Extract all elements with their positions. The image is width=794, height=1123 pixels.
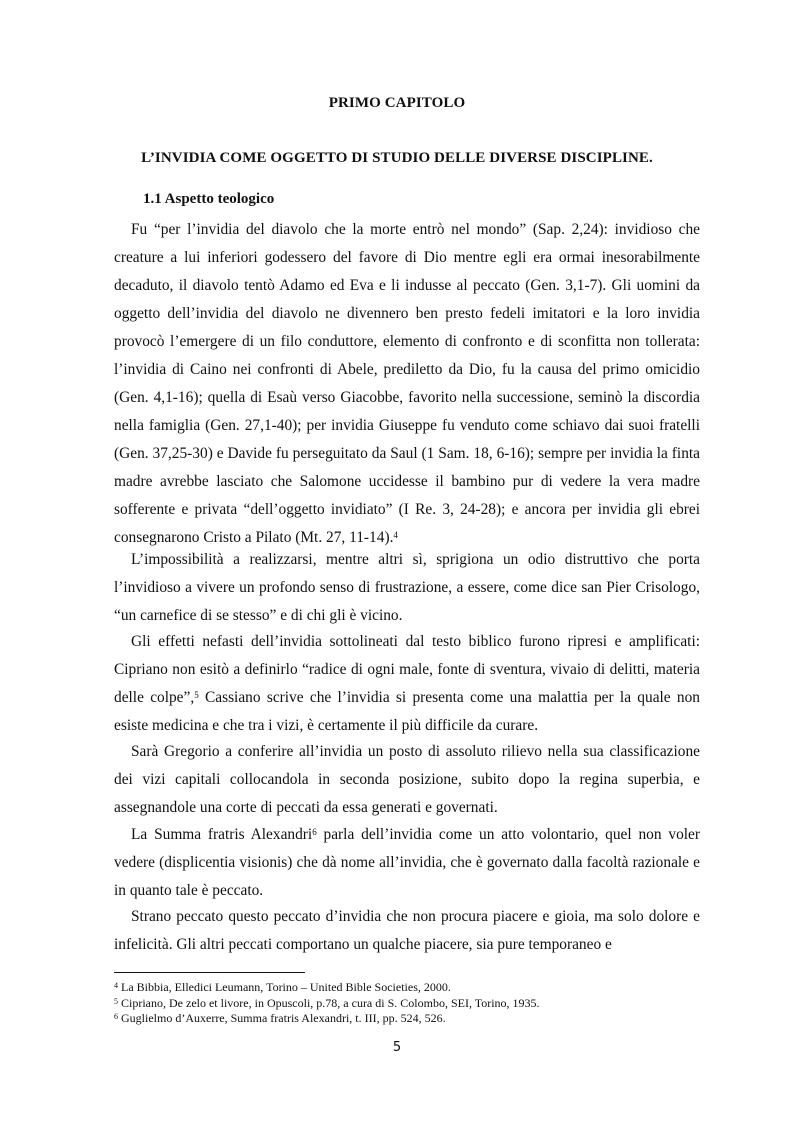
page-number: 5 — [392, 1040, 402, 1055]
footnote-5 — [114, 996, 700, 1012]
paragraph-5-text-b: parla dell’invidia come un atto volontario, quel non voler vedere (displicentia visionis) che dà nome all’invidia, che è governato dalla facoltà razionale e in quanto tale è peccato. — [114, 826, 701, 899]
footnote-text: Guglielmo d’Auxerre, Summa fratris Alexandri, t. III, pp. 524, 526. — [121, 1011, 446, 1025]
paragraph-2-text: L’impossibilità a realizzarsi, mentre altri sì, sprigiona un odio distruttivo che porta l’invidioso a vivere un profondo senso di frustrazione, a essere, come dice san Pier Crisologo, “un carnefice di se stesso” e di chi gli è vicino. — [114, 551, 700, 624]
paragraph-1 — [114, 216, 700, 552]
paragraph-4-text: Sarà Gregorio a conferire all’invidia un posto di assoluto rilievo nella sua classificazione dei vizi capitali collocandola in seconda posizione, subito dopo la regina superbia, e assegnandole una corte di peccati da essa generati e governati. — [114, 743, 700, 816]
footnote-4 — [114, 980, 700, 996]
paragraph-6-text: Strano peccato questo peccato d’invidia che non procura piacere e gioia, ma solo dolore e infelicità. Gli altri peccati comportano un qualche piacere, sia pure temporaneo e — [114, 908, 700, 953]
footnote-number: 4 — [114, 981, 118, 990]
footnote-text: La Bibbia, Elledici Leumann, Torino – United Bible Societies, 2000. — [121, 980, 451, 994]
footnote-number: 5 — [114, 996, 118, 1006]
footnote-6 — [114, 1011, 700, 1027]
chapter-title: PRIMO CAPITOLO — [328, 95, 466, 111]
footnote-separator — [114, 972, 305, 973]
paragraph-2 — [114, 546, 700, 630]
paragraph-3 — [114, 628, 700, 740]
paragraph-3-text-a: Gli effetti nefasti dell’invidia sottolineati dal testo biblico furono ripresi e amplificati: Cipriano non esitò a definirlo “radice di ogni male, fonte di sventura, vivaio di delitti, materia delle colpe”, — [114, 633, 700, 706]
footnote-number: 6 — [114, 1012, 118, 1021]
section-title: 1.1 Aspetto teologico — [143, 191, 275, 207]
paragraph-1-text: Fu “per l’invidia del diavolo che la morte entrò nel mondo” (Sap. 2,24): invidioso che creature a lui inferiori godessero del favore di Dio mentre egli era ormai inesorabilmente decaduto, il diavolo tentò Adamo ed Eva e li indusse al peccato (Gen. 3,1-7). Gli uomini da oggetto dell’invidia del diavolo ne divennero ben presto fedeli imitatori e la loro invidia provocò l’emergere di un filo conduttore, elemento di confronto e di sconfitta non tollerata: l’invidia di Caino nei confronti di Abele, prediletto da Dio, fu la causa del primo omicidio (Gen. 4,1-16); quella di Esaù verso Giacobbe, favorito nella successione, seminò la discordia nella famiglia (Gen. 27,1-40); per invidia Giuseppe fu venduto come schiavo dai suoi fratelli (Gen. 37,25-30) e Davide fu perseguitato da Saul (1 Sam. 18, 6-16); sempre per invidia la finta madre avrebbe lasciato che Salomone uccidesse il bambino pur di vedere la vera madre sofferente e privata “dell’oggetto invidiato” (I Re. 3, 24-28); e ancora per invidia gli ebrei consegnarono Cristo a Pilato (Mt. 27, 11-14). — [114, 221, 700, 546]
paragraph-5 — [114, 821, 700, 905]
footnote-text: Cipriano, De zelo et livore, in Opuscoli, p.78, a cura di S. Colombo, SEI, Torino, 1935. — [121, 995, 540, 1010]
footnote-ref-4: 4 — [393, 530, 398, 540]
paragraph-6 — [114, 903, 700, 959]
footnote-ref-6: 6 — [312, 827, 317, 837]
paragraph-3-text-b: Cassiano scrive che l’invidia si presenta come una malattia per la quale non esiste medicina e che tra i vizi, è certamente il più difficile da curare. — [114, 689, 700, 734]
footnote-ref-5: 5 — [194, 690, 199, 700]
footnotes — [114, 980, 700, 1027]
paragraph-5-text-a: La Summa fratris Alexandri — [131, 826, 313, 843]
chapter-subtitle: L’INVIDIA COME OGGETTO DI STUDIO DELLE DIVERSE DISCIPLINE. — [141, 150, 653, 166]
paragraph-4 — [114, 738, 700, 822]
